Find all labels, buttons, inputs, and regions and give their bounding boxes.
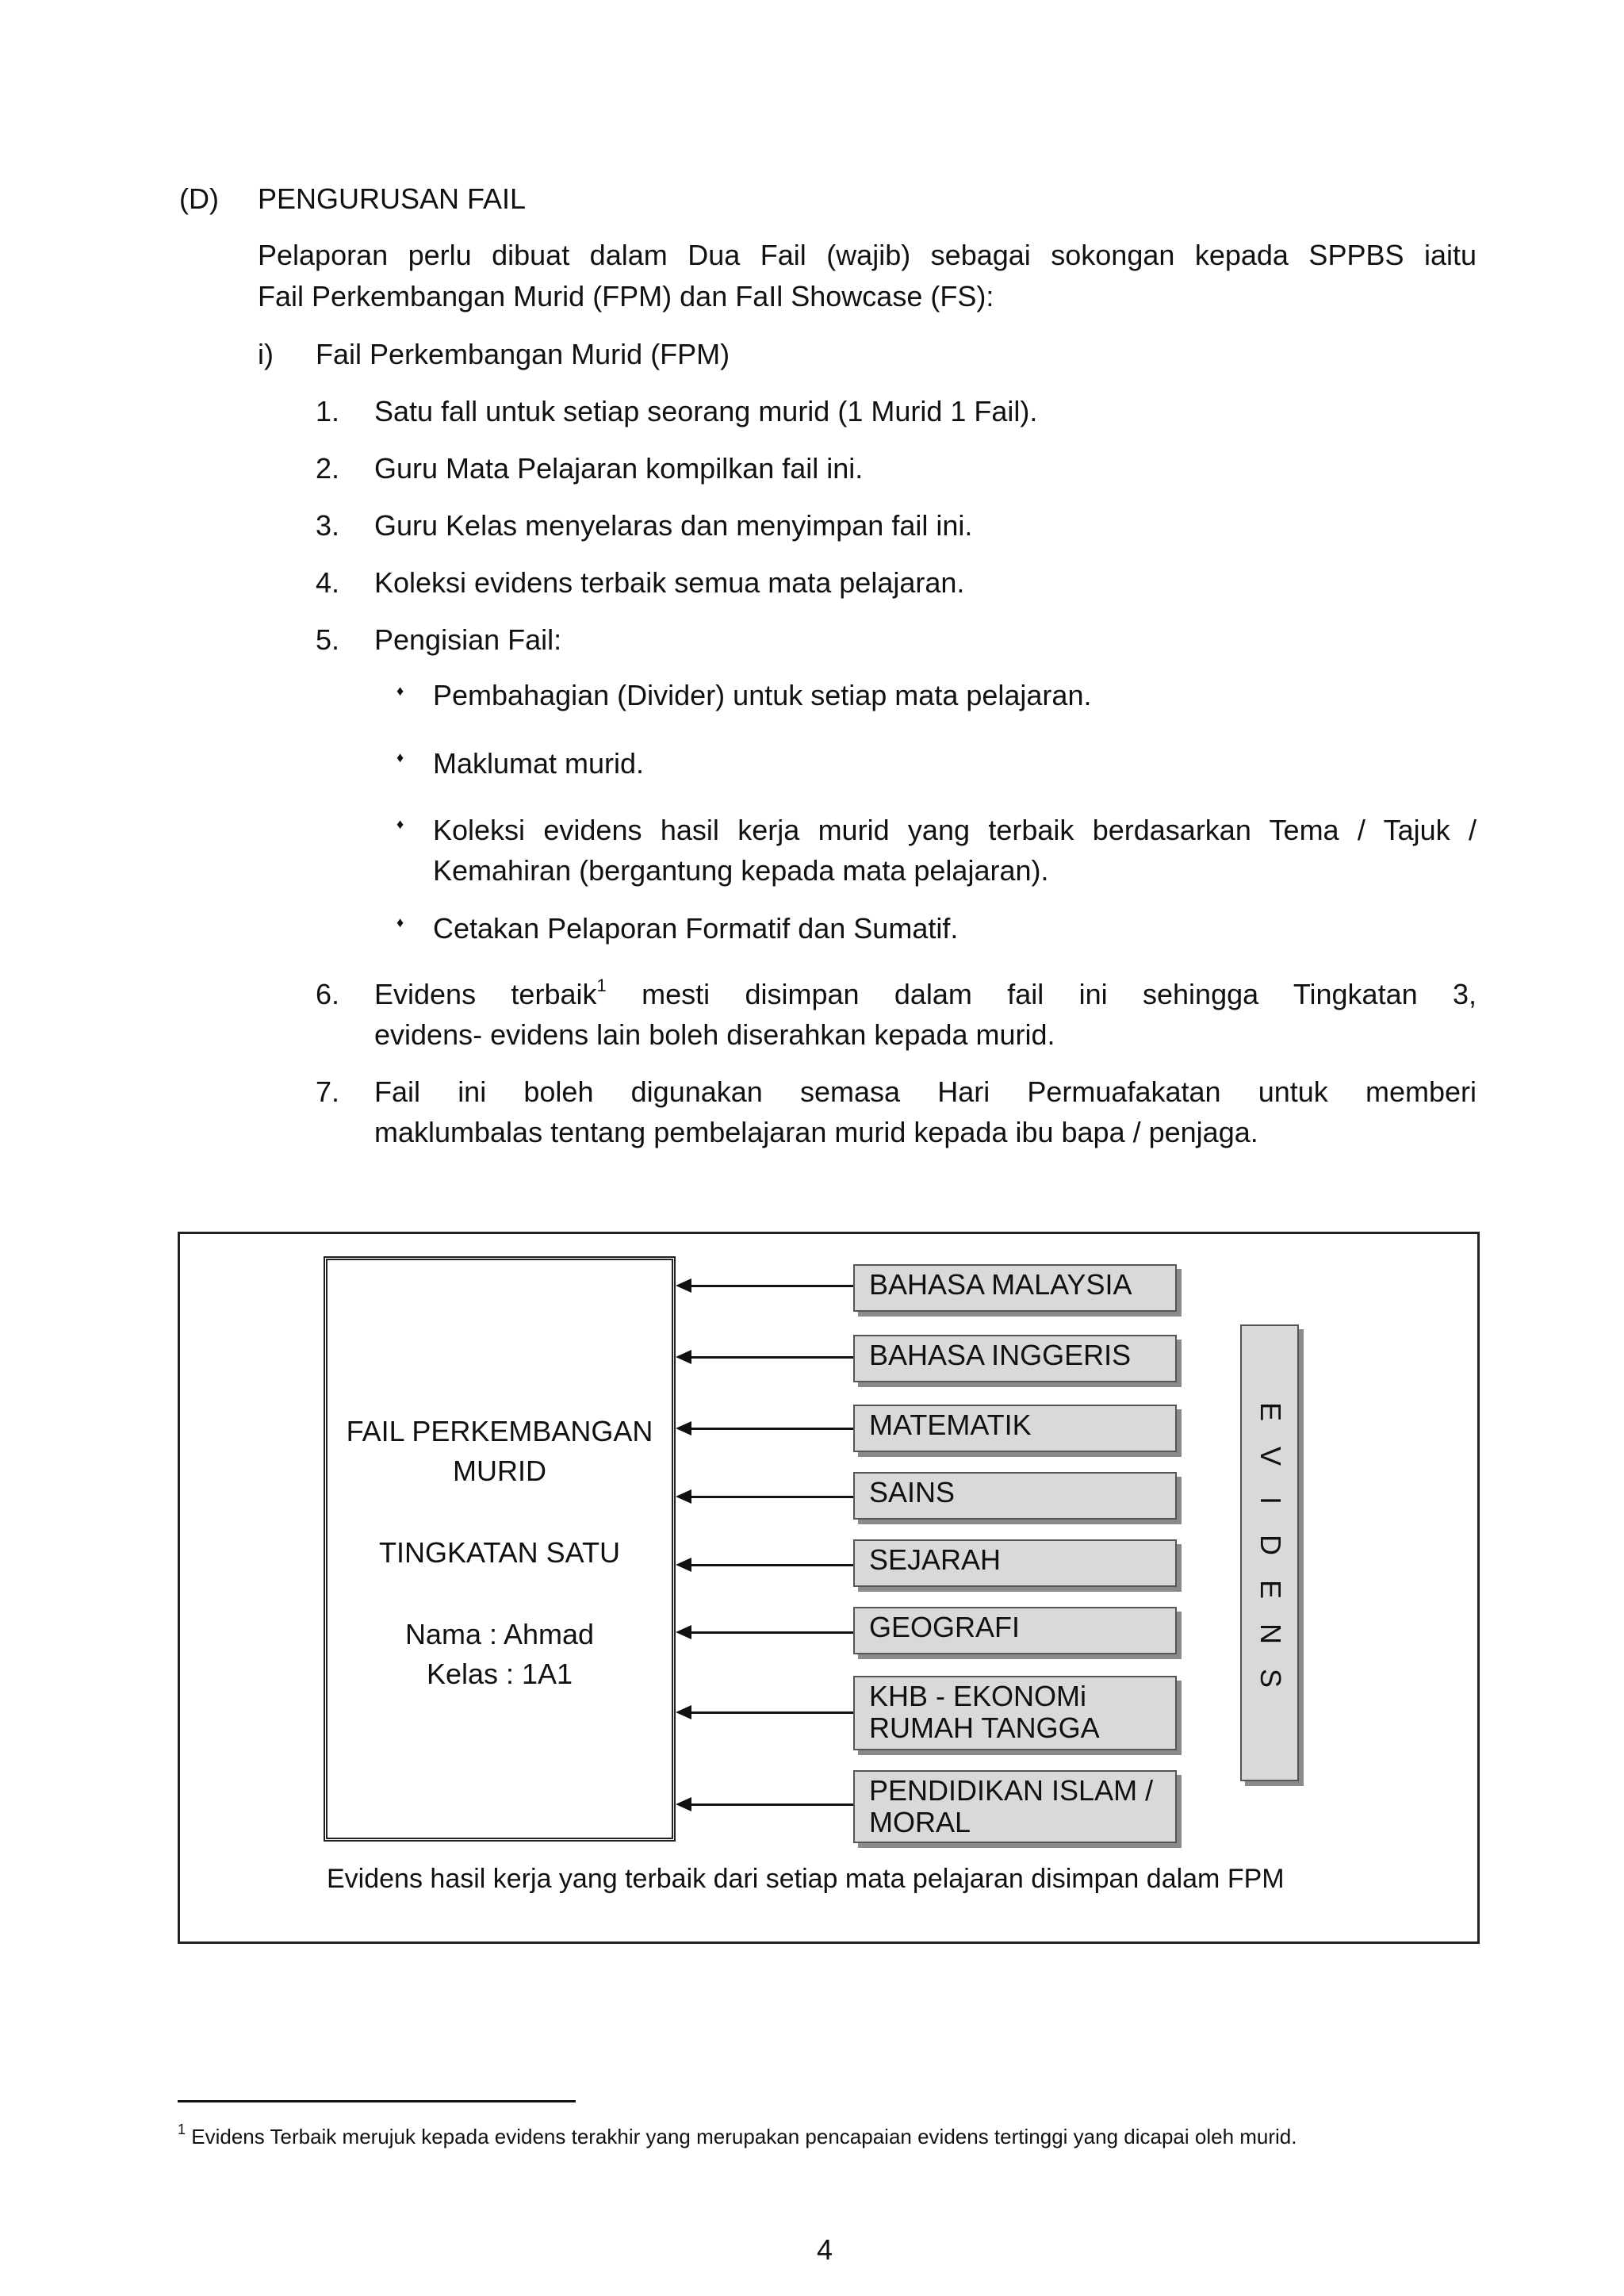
item-text: Pengisian Fail:	[374, 623, 562, 656]
subject-label: KHB - EKONOMi	[869, 1680, 1087, 1712]
item-text: Guru Mata Pelajaran kompilkan fail ini.	[374, 452, 864, 485]
diamond-bullet-icon: ♦	[396, 683, 404, 699]
arrow-line	[690, 1356, 853, 1359]
item-6-text-start: Evidens terbaik	[374, 978, 597, 1010]
fpm-level: TINGKATAN SATU	[378, 1536, 620, 1569]
arrow-head-icon	[676, 1489, 691, 1504]
subject-box	[853, 1405, 1177, 1452]
arrow-head-icon	[676, 1278, 691, 1293]
arrow-line	[690, 1803, 853, 1806]
subsection-marker: i)	[258, 338, 274, 370]
evidens-letter: E	[1254, 1401, 1287, 1421]
subject-box	[853, 1264, 1177, 1312]
evidens-column	[1240, 1324, 1299, 1781]
item-6-text-end: mesti disimpan dalam fail ini sehingga Tingkatan 3,	[606, 978, 1477, 1010]
evidens-letter: V	[1254, 1446, 1287, 1466]
fpm-student-name: Nama : Ahmad	[404, 1618, 595, 1650]
arrow-line	[690, 1285, 853, 1287]
arrow-head-icon	[676, 1705, 691, 1719]
item-number: 1.	[316, 395, 340, 427]
fpm-title-line-2: MURID	[453, 1455, 546, 1487]
evidens-letter: I	[1254, 1496, 1287, 1504]
bullet-text: Koleksi evidens hasil kerja murid yang terbaik berdasarkan Tema / Tajuk /	[433, 814, 1477, 846]
subject-box	[853, 1539, 1177, 1587]
item-number: 4.	[316, 566, 340, 599]
arrow-head-icon	[676, 1625, 691, 1639]
arrow-head-icon	[676, 1797, 691, 1811]
item-6-line-1	[374, 975, 1477, 1014]
item-number: 6.	[316, 978, 340, 1010]
subject-box	[853, 1607, 1177, 1654]
arrow-line	[690, 1631, 853, 1634]
item-number: 2.	[316, 452, 340, 485]
evidens-letter: N	[1254, 1623, 1287, 1644]
footnote-marker: 1	[178, 2122, 186, 2137]
subject-label: BAHASA MALAYSIA	[869, 1268, 1132, 1301]
diamond-bullet-icon: ♦	[396, 816, 404, 832]
subject-label: BAHASA INGGERIS	[869, 1339, 1132, 1371]
bullet-text: Cetakan Pelaporan Formatif dan Sumatif.	[433, 912, 959, 945]
diamond-bullet-icon: ♦	[396, 914, 404, 930]
item-7-line-2: maklumbalas tentang pembelajaran murid kepada ibu bapa / penjaga.	[374, 1116, 1258, 1148]
arrow-head-icon	[676, 1558, 691, 1572]
subject-box	[853, 1676, 1177, 1750]
evidens-letter: D	[1254, 1535, 1287, 1555]
footnote-separator	[178, 2100, 576, 2102]
evidens-letter: S	[1254, 1668, 1287, 1688]
subject-label: GEOGRAFI	[869, 1611, 1021, 1643]
footnote-text: Evidens Terbaik merujuk kepada evidens terakhir yang merupakan pencapaian evidens tertinggi yang dicapai oleh murid.	[186, 2125, 1297, 2148]
diamond-bullet-icon: ♦	[396, 749, 404, 765]
subject-label: PENDIDIKAN ISLAM /	[869, 1774, 1154, 1807]
arrow-line	[690, 1711, 853, 1714]
intro-line-2: Fail Perkembangan Murid (FPM) dan FaIl Showcase (FS):	[258, 280, 994, 312]
arrow-head-icon	[676, 1421, 691, 1435]
fpm-file-box	[324, 1256, 676, 1842]
subject-box	[853, 1472, 1177, 1520]
item-number: 7.	[316, 1075, 340, 1108]
item-number: 3.	[316, 509, 340, 542]
subject-label: SAINS	[869, 1476, 956, 1508]
fpm-title-line-1: FAIL PERKEMBANGAN	[346, 1415, 653, 1447]
arrow-line	[690, 1428, 853, 1430]
footnote	[178, 2122, 1297, 2151]
footnote-reference: 1	[596, 976, 607, 995]
arrow-line	[690, 1564, 853, 1566]
evidens-letter: E	[1254, 1579, 1287, 1599]
subsection-title: Fail Perkembangan Murid (FPM)	[316, 338, 730, 370]
item-number: 5.	[316, 623, 340, 656]
subject-label-continued: MORAL	[869, 1806, 971, 1838]
arrow-head-icon	[676, 1350, 691, 1364]
subject-label-continued: RUMAH TANGGA	[869, 1711, 1100, 1744]
fpm-student-class: Kelas : 1A1	[426, 1658, 573, 1690]
item-text: Guru Kelas menyelaras dan menyimpan fail ini.	[374, 509, 973, 542]
item-7-line-1: Fail ini boleh digunakan semasa Hari Permuafakatan untuk memberi	[374, 1075, 1477, 1108]
section-title: PENGURUSAN FAIL	[258, 182, 527, 215]
page-number: 4	[817, 2233, 833, 2266]
intro-line-1: Pelaporan perlu dibuat dalam Dua Fail (wajib) sebagai sokongan kepada SPPBS iaitu	[258, 239, 1477, 271]
bullet-text-continued: Kemahiran (bergantung kepada mata pelajaran).	[433, 854, 1049, 887]
arrow-line	[690, 1496, 853, 1498]
subject-label: SEJARAH	[869, 1543, 1002, 1576]
bullet-text: Maklumat murid.	[433, 747, 645, 780]
item-6-line-2: evidens- evidens lain boleh diserahkan kepada murid.	[374, 1018, 1055, 1051]
subject-box	[853, 1770, 1177, 1843]
bullet-text: Pembahagian (Divider) untuk setiap mata pelajaran.	[433, 679, 1092, 711]
diagram-caption: Evidens hasil kerja yang terbaik dari setiap mata pelajaran disimpan dalam FPM	[327, 1864, 1285, 1894]
subject-box	[853, 1335, 1177, 1382]
section-marker: (D)	[179, 182, 219, 215]
subject-label: MATEMATIK	[869, 1409, 1032, 1441]
item-text: Koleksi evidens terbaik semua mata pelajaran.	[374, 566, 965, 599]
item-text: Satu fall untuk setiap seorang murid (1 Murid 1 Fail).	[374, 395, 1038, 427]
